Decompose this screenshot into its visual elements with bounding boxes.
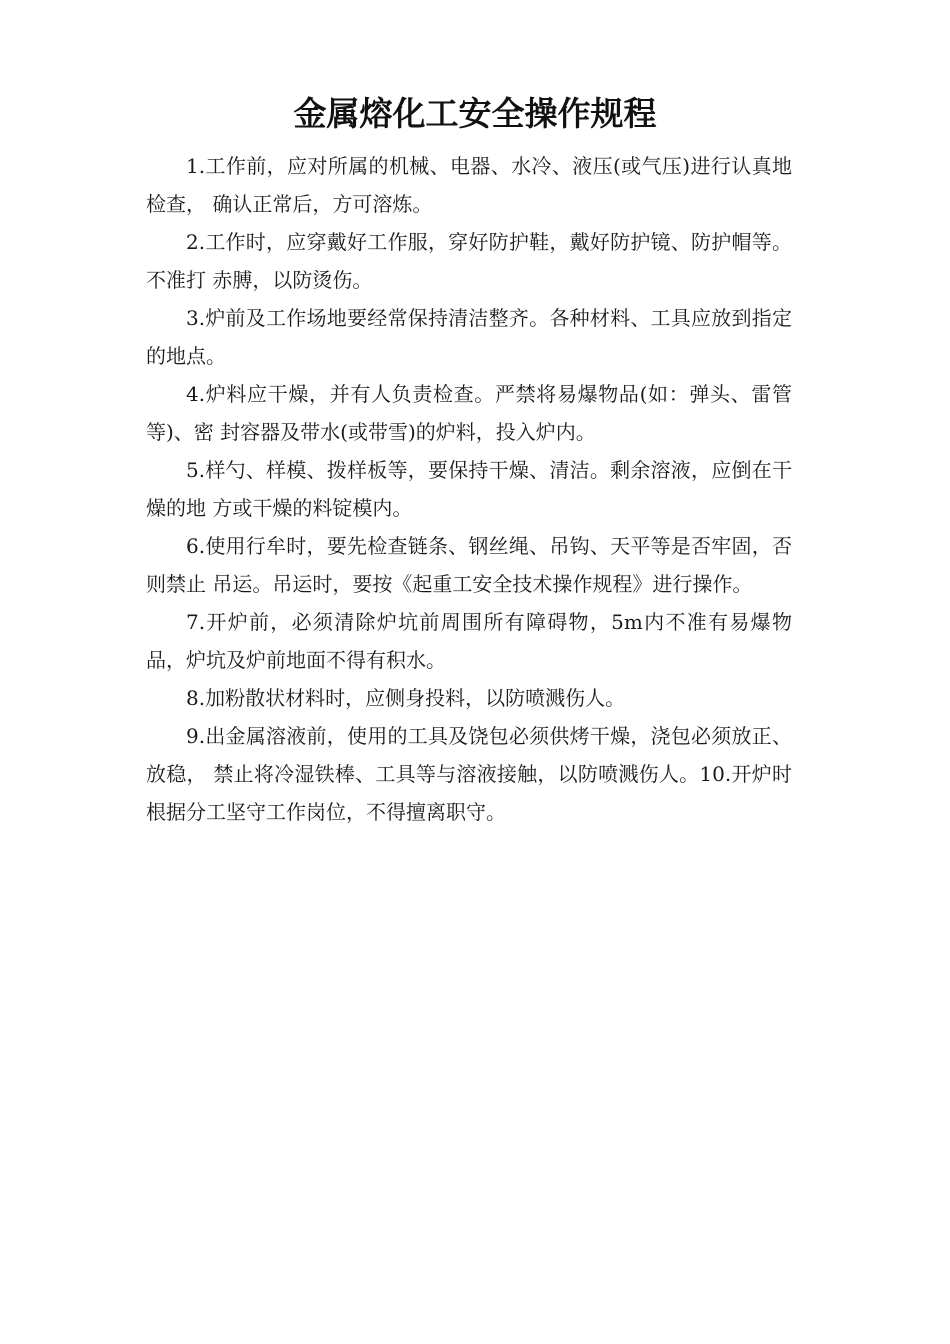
paragraph-4: 4.炉料应干燥，并有人负责检查。严禁将易爆物品(如：弹头、雷管等)、密 封容器及带水(或带雪)的炉料，投入炉内。 <box>146 382 792 444</box>
document-title: 金属熔化工安全操作规程 <box>293 94 657 133</box>
paragraph-8: 8.加粉散状材料时，应侧身投料，以防喷溅伤人。 <box>186 686 626 710</box>
paragraph-7: 7.开炉前，必须清除炉坑前周围所有障碍物，5m内不准有易爆物品，炉坑及炉前地面不得有积水。 <box>146 610 792 672</box>
paragraph-3: 3.炉前及工作场地要经常保持清洁整齐。各种材料、工具应放到指定的地点。 <box>146 306 792 368</box>
paragraph-5: 5.样勺、样模、拨样板等，要保持干燥、清洁。剩余溶液，应倒在干燥的地 方或干燥的料锭模内。 <box>146 458 792 520</box>
document-body <box>146 147 792 831</box>
paragraph-1: 1.工作前，应对所属的机械、电器、水冷、液压(或气压)进行认真地检查， 确认正常后，方可溶炼。 <box>146 154 792 216</box>
paragraph-2: 2.工作时，应穿戴好工作服，穿好防护鞋，戴好防护镜、防护帽等。不准打 赤膊，以防烫伤。 <box>146 230 792 292</box>
paragraph-6: 6.使用行牟时，要先检查链条、钢丝绳、吊钩、天平等是否牢固，否则禁止 吊运。吊运时，要按《起重工安全技术操作规程》进行操作。 <box>146 534 792 596</box>
paragraph-9: 9.出金属溶液前，使用的工具及饶包必须供烤干燥，浇包必须放正、放稳， 禁止将冷湿铁棒、工具等与溶液接触，以防喷溅伤人。10.开炉时根据分工坚守工作岗位，不得擅离职守。 <box>146 724 792 824</box>
